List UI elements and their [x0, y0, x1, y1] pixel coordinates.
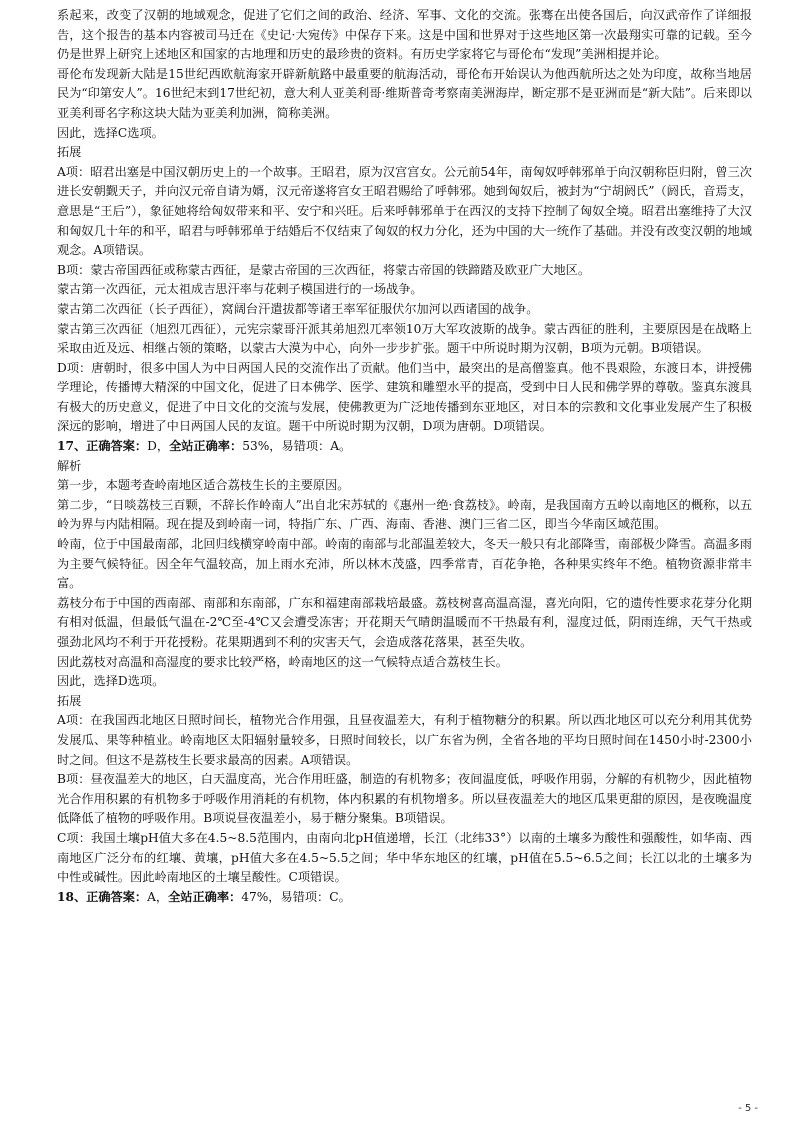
question-17-answer-line	[57, 437, 752, 457]
page-number: - 5 -	[738, 1103, 758, 1114]
paragraph: 因此，选择C选项。	[57, 125, 164, 140]
q18-rate-label: 全站正确率：	[168, 889, 242, 904]
paragraph: 系起来，改变了汉朝的地域观念，促进了它们之间的政治、经济、军事、文化的交流。张骞在出使各国后，向汉武帝作了详细报告，这个报告的基本内容被司马迁在《史记·大宛传》中保存下来。这是中国和世界对于这些地区第一次最翔实可靠的记载。至今仍是世界上研究上述地区和国家的古地理和历史的最珍贵的资料。有历史学家将它与哥伦布“发现”美洲相提并论。	[57, 8, 752, 62]
paragraph: 第二步，“日啖荔枝三百颗，不辞长作岭南人”出自北宋苏轼的《惠州一绝·食荔枝》。岭南，是我国南方五岭以南地区的概称，以五岭为界与内陆相隔。现在提及到岭南一词，特指广东、广西、海南、香港、澳门三省二区，即当今华南区域范围。	[57, 497, 752, 532]
paragraph: B项：昼夜温差大的地区，白天温度高，光合作用旺盛，制造的有机物多；夜间温度低，呼吸作用弱，分解的有机物少，因此植物光合作用积累的有机物多于呼吸作用消耗的有机物，体内积累的有机物增多。所以昼夜温差大的地区瓜果更甜的原因，是夜晚温度低降低了植物的呼吸作用。B项说昼夜温差小，易于糖分聚集。B项错误。	[57, 772, 752, 826]
q18-answer: A，	[147, 889, 169, 904]
paragraph: A项：在我国西北地区日照时间长，植物光合作用强，且昼夜温差大，有利于植物糖分的积累。所以西北地区可以充分利用其优势发展瓜、果等种植业。岭南地区太阳辐射量较多，日照时间较长，以广东省为例，全省各地的平均日照时间在1450小时-2300小时之间。但这不是荔枝生长要求最高的因素。A项错误。	[57, 713, 752, 767]
paragraph: 蒙古第一次西征，元太祖成吉思汗率与花剌子模国进行的一场战争。	[57, 282, 423, 297]
paragraph: B项：蒙古帝国西征或称蒙古西征，是蒙古帝国的三次西征，将蒙古帝国的铁蹄踏及欧亚广大地区。	[57, 262, 591, 277]
section-label-analysis: 解析	[57, 458, 82, 473]
paragraph: 蒙古第三次西征（旭烈兀西征），元宪宗蒙哥汗派其弟旭烈兀率领10万大军攻波斯的战争。蒙古西征的胜利，主要原因是在战略上采取由近及远、相继占领的策略，以蒙古大漠为中心，向外一步步扩张。题干中所说时期为汉朝，B项为元朝。B项错误。	[57, 321, 752, 356]
section-label-expansion: 拓展	[57, 693, 82, 708]
q17-number-label: 17、正确答案：	[57, 439, 148, 454]
paragraph: 因此荔枝对高温和高湿度的要求比较严格，岭南地区的这一气候特点适合荔枝生长。	[57, 654, 508, 669]
q17-rate-label: 全站正确率：	[169, 439, 243, 454]
paragraph: 第一步，本题考查岭南地区适合荔枝生长的主要原因。	[57, 478, 350, 493]
q17-rate-text: 53%，易错项：A。	[242, 439, 352, 454]
paragraph: 哥伦布发现新大陆是15世纪西欧航海家开辟新航路中最重要的航海活动，哥伦布开始误认为他西航所达之处为印度，故称当地居民为“印第安人”。16世纪末到17世纪初，意大利人亚美利哥·维斯普奇考察南美洲海岸，断定那不是亚洲而是“新大陆”。后来即以亚美利哥名字称这块大陆为亚美利加洲，简称美洲。	[57, 66, 752, 120]
paragraph: 蒙古第二次西征（长子西征），窝阔台汗遣拔都等诸王率军征服伏尔加河以西诸国的战争。	[57, 301, 539, 316]
paragraph: 岭南，位于中国最南部，北回归线横穿岭南中部。岭南的南部与北部温差较大，冬天一般只有北部降雪，南部极少降雪。高温多雨为主要气候特征。因全年气温较高，加上雨水充沛，所以林木茂盛，四季常青，百花争艳，各种果实终年不绝。植物资源非常丰富。	[57, 537, 752, 591]
paragraph: C项：我国土壤pH值大多在4.5~8.5范围内，由南向北pH值递增，长江（北纬33°）以南的土壤多为酸性和强酸性，如华南、西南地区广泛分布的红壤、黄壤，pH值大多在4.5~5.5之间；华中华东地区的红壤，pH值在5.5~6.5之间；长江以北的土壤多为中性或碱性。因此岭南地区的土壤呈酸性。C项错误。	[57, 830, 752, 885]
paragraph: D项：唐朝时，很多中国人为中日两国人民的交流作出了贡献。他们当中，最突出的是高僧鉴真。他不畏艰险，东渡日本，讲授佛学理论，传播博大精深的中国文化，促进了日本佛学、医学、建筑和雕塑水平的提高，受到中日人民和佛学界的尊敬。鉴真东渡具有极大的历史意义，促进了中日文化的交流与发展，使佛教更为广泛地传播到东亚地区，对日本的宗教和文化事业发展产生了积极深远的影响，增进了中日两国人民的友谊。题干中所说时期为汉朝，D项为唐朝。D项错误。	[57, 360, 752, 434]
document-body	[57, 6, 752, 907]
q18-number-label: 18、正确答案：	[57, 889, 148, 904]
q17-answer: D，	[147, 439, 170, 454]
q18-rate-text: 47%，易错项：C。	[241, 889, 351, 904]
paragraph: 荔枝分布于中国的西南部、南部和东南部，广东和福建南部栽培最盛。荔枝树喜高温高湿，喜光向阳，它的遗传性要求花芽分化期有相对低温，但最低气温在-2℃至-4℃又会遭受冻害；开花期天气晴朗温暖而不干热最有利，湿度过低，阴雨连绵，天气干热或强劲北风均不利于开花授粉。花果期遇到不利的灾害天气，会造成落花落果，甚至失收。	[57, 595, 752, 649]
section-label-expansion: 拓展	[57, 145, 82, 160]
paragraph: 因此，选择D选项。	[57, 674, 165, 689]
question-18-answer-line	[57, 888, 752, 908]
paragraph: A项：昭君出塞是中国汉朝历史上的一个故事。王昭君，原为汉宫宫女。公元前54年，南匈奴呼韩邪单于向汉朝称臣归附，曾三次进长安朝觐天子，并向汉元帝自请为婿，汉元帝遂将宫女王昭君赐给了呼韩邪。她到匈奴后，被封为“宁胡阏氏”（阏氏，音焉支，意思是“王后”），象征她将给匈奴带来和平、安宁和兴旺。后来呼韩邪单于在西汉的支持下控制了匈奴全境。昭君出塞维持了大汉和匈奴几十年的和平，昭君与呼韩邪单于结婚后不仅结束了匈奴的权力分化，还为中国的大一统作了基础。并没有改变汉朝的地域观念。A项错误。	[57, 164, 752, 258]
